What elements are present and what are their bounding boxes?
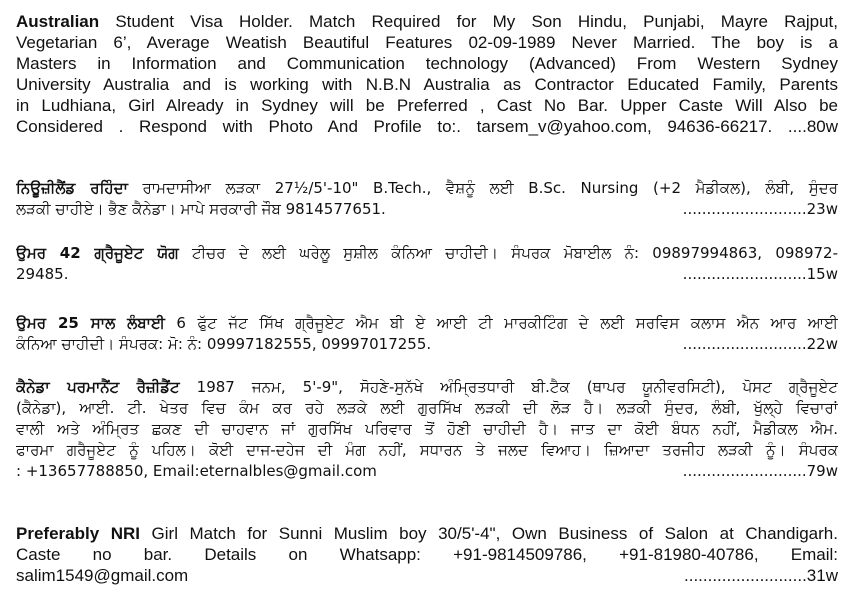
ad-age-42-teacher xyxy=(16,243,838,285)
word-count: ..........................79w xyxy=(682,462,838,480)
ad-last-line: : +13657788850, Email:eternalbles@gmail.com ..........................79w xyxy=(16,462,838,480)
ad-lead: ਕੈਨੇਡਾ ਪਰਮਾਨੈਂਟ ਰੈਜ਼ੀਡੈਂਟ xyxy=(16,378,180,396)
ad-line: in Ludhiana, Girl Already in Sydney will be Preferred , Cast No Bar. Upper Caste Will Also be xyxy=(16,96,838,115)
ad-line: ਵਾਲੀ ਅਤੇ ਅੰਮ੍ਰਿਤ ਛਕਣ ਦੀ ਚਾਹਵਾਨ ਜਾਂ ਗੁਰਸਿੱਖ ਪਰਿਵਾਰ ਤੋਂ ਹੋਣੀ ਚਾਹੀਦੀ ਹੈ। ਜਾਤ ਦਾ ਕੋਈ ਬੰਧਨ ਨਹੀਂ, ਮੈਡੀਕਲ ਐਮ. xyxy=(16,420,838,438)
ad-new-zealand xyxy=(16,178,838,220)
word-count: ..........................15w xyxy=(682,265,838,283)
ad-line: Caste no bar. Details on Whatsapp: +91-9814509786, +91-81980-40786, Email: xyxy=(16,545,838,564)
ad-last-line: salim1549@gmail.com ..........................31w xyxy=(16,566,838,585)
ad-line: Preferably NRI Girl Match for Sunni Muslim boy 30/5'-4", Own Business of Salon at Chandigarh. xyxy=(16,524,838,543)
ad-line: ਉਮਰ 42 ਗ੍ਰੈਜੂਏਟ ਯੋਗ ਟੀਚਰ ਦੇ ਲਈ ਘਰੇਲੂ ਸੁਸ਼ੀਲ ਕੰਨਿਆ ਚਾਹੀਦੀ। ਸੰਪਰਕ ਮੋਬਾਈਲ ਨੰ: 09897994863, 098972- xyxy=(16,244,838,262)
ad-line: University Australia and is working with N.B.N Australia as Contractor Educated Family, Parents xyxy=(16,75,838,94)
ad-last-line: 29485. ..........................15w xyxy=(16,265,838,283)
word-count: ..........................31w xyxy=(684,566,838,585)
ad-lead: ਨਿਊਜ਼ੀਲੈਂਡ ਰਹਿੰਦਾ xyxy=(16,179,128,197)
ad-lead: ਉਮਰ 25 ਸਾਲ ਲੰਬਾਈ xyxy=(16,314,165,332)
ad-line: Australian Student Visa Holder. Match Required for My Son Hindu, Punjabi, Mayre Rajput, xyxy=(16,12,838,31)
ad-last-line: ਕੰਨਿਆ ਚਾਹੀਦੀ। ਸੰਪਰਕ: ਮੋ: ਨੰ: 09997182555, 09997017255. ..........................22w xyxy=(16,335,838,353)
ad-lead: ਉਮਰ 42 ਗ੍ਰੈਜੂਏਟ ਯੋਗ xyxy=(16,244,179,262)
ad-canada-pr xyxy=(16,377,838,482)
ad-lead: Australian xyxy=(16,12,100,31)
ad-line: ਉਮਰ 25 ਸਾਲ ਲੰਬਾਈ 6 ਫੁੱਟ ਜੱਟ ਸਿੱਖ ਗ੍ਰੈਜੂਏਟ ਐਮ ਬੀ ਏ ਆਈ ਟੀ ਮਾਰਕੀਟਿੰਗ ਦੇ ਲਈ ਸਰਵਿਸ ਕਲਾਸ ਐਨ ਆਰ ਆਈ xyxy=(16,314,838,332)
ad-age-25-mba xyxy=(16,313,838,355)
ad-line: ਕੈਨੇਡਾ ਪਰਮਾਨੈਂਟ ਰੈਜ਼ੀਡੈਂਟ 1987 ਜਨਮ, 5'-9", ਸੋਹਣੇ-ਸੁਨੱਖੇ ਅੰਮ੍ਰਿਤਧਾਰੀ ਬੀ.ਟੈਕ (ਥਾਪਰ ਯੂਨੀਵਰਸਿਟੀ), ਪੋਸਟ ਗ੍ਰੈਜੂਏਟ xyxy=(16,378,838,396)
ad-line: Considered . Respond with Photo And Profile to:. tarsem_v@yahoo.com, 94636-66217. ....80w xyxy=(16,117,838,136)
ad-line: (ਕੈਨੇਡਾ), ਆਈ. ਟੀ. ਖੇਤਰ ਵਿਚ ਕੰਮ ਕਰ ਰਹੇ ਲੜਕੇ ਲਈ ਗੁਰਸਿੱਖ ਲੜਕੀ ਦੀ ਲੋੜ ਹੈ। ਲੜਕੀ ਸੁੰਦਰ, ਲੰਬੀ, ਖੁੱਲ੍ਹੇ ਵਿਚਾਰਾਂ xyxy=(16,399,838,417)
word-count: ..........................23w xyxy=(682,200,838,218)
ad-preferably-nri xyxy=(16,523,838,586)
word-count: ..........................22w xyxy=(682,335,838,353)
ad-australian xyxy=(16,11,838,137)
ad-line: ਨਿਊਜ਼ੀਲੈਂਡ ਰਹਿੰਦਾ ਰਾਮਦਾਸੀਆ ਲੜਕਾ 27½/5'-10" B.Tech., ਵੈਸ਼ਨੂੰ ਲਈ B.Sc. Nursing (+2 ਮੈਡੀਕਲ), ਲੰਬੀ, ਸੁੰਦਰ xyxy=(16,179,838,197)
ad-line: Vegetarian 6’, Average Weatish Beautiful Features 02-09-1989 Never Married. The boy is a xyxy=(16,33,838,52)
ad-lead: Preferably NRI xyxy=(16,524,140,543)
ad-line: Masters in Information and Communication technology (Advanced) From Western Sydney xyxy=(16,54,838,73)
ad-last-line: ਲੜਕੀ ਚਾਹੀਏ। ਭੈਣ ਕੈਨੇਡਾ। ਮਾਪੇ ਸਰਕਾਰੀ ਜੌਬ 9814577651. ..........................23w xyxy=(16,200,838,218)
ad-line: ਫਾਰਮਾ ਗਰੈਜੂਏਟ ਨੂੰ ਪਹਿਲ। ਕੋਈ ਦਾਜ-ਦਹੇਜ ਦੀ ਮੰਗ ਨਹੀਂ, ਸਧਾਰਨ ਤੇ ਜਲਦ ਵਿਆਹ। ਜ਼ਿਆਦਾ ਤਰਜੀਹ ਲੜਕੀ ਨੂੰ। ਸੰਪਰਕ xyxy=(16,441,838,459)
